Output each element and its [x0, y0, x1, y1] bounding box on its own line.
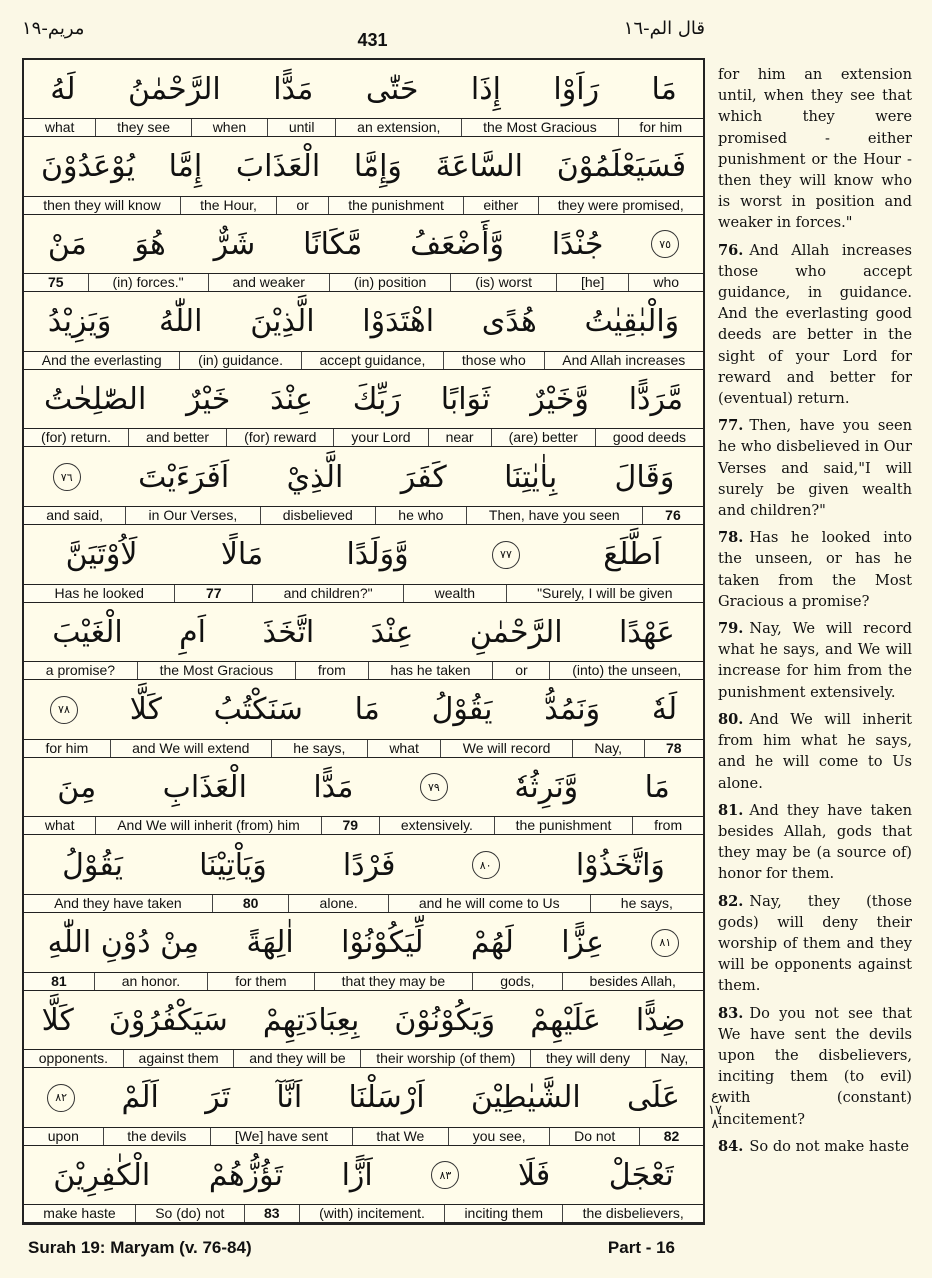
arabic-word: الْكٰفِرِيْنَ	[53, 1157, 151, 1193]
gloss-cell: and We will extend	[110, 740, 271, 757]
translation-verse-number: 76.	[718, 241, 744, 259]
english-gloss-row	[24, 506, 703, 525]
gloss-cell: And they have taken	[54, 895, 182, 911]
gloss-cell: they will deny	[530, 1050, 645, 1067]
gloss-cell: (is) worst	[450, 274, 556, 291]
gloss-cell: gods,	[472, 973, 561, 990]
verse-marker: ٧٥	[651, 230, 679, 258]
gloss-cell: (for) return.	[41, 429, 112, 446]
translation-verse-number: 84.	[718, 1137, 744, 1155]
gloss-cell: or	[492, 662, 549, 679]
gloss-cell: good deeds	[595, 429, 703, 446]
gloss-cell: So (do) not	[135, 1205, 244, 1222]
english-gloss-row	[24, 1049, 703, 1068]
arabic-word: السَّاعَةَ	[435, 149, 524, 185]
translation-column	[718, 64, 912, 1163]
translation-text: Nay, they (those gods) will deny their worship of them and they will be opponents against them.	[718, 892, 912, 995]
arabic-word: حَتّٰى	[365, 71, 419, 107]
gloss-cell: and he will come to Us	[388, 895, 590, 912]
arabic-row	[24, 370, 703, 428]
arabic-word: هُوَ	[134, 226, 166, 262]
gloss-cell: those who	[443, 352, 543, 369]
arabic-row	[24, 138, 703, 196]
gloss-cell: your Lord	[333, 429, 427, 446]
arabic-word: رَبِّكَ	[352, 381, 401, 417]
english-gloss-row	[24, 816, 703, 835]
english-gloss-row	[24, 1127, 703, 1146]
arabic-row	[24, 1069, 703, 1127]
arabic-word: مَدًّا	[273, 71, 314, 107]
gloss-cell: then they will know	[43, 196, 161, 213]
gloss-cell: Nay,	[645, 1050, 703, 1067]
gloss-cell: (in) guidance.	[179, 352, 300, 369]
arabic-word: اَلَمْ	[121, 1080, 159, 1116]
arabic-word: مَا	[644, 769, 670, 805]
gloss-cell: an extension,	[335, 119, 461, 136]
gloss-cell: that they may be	[314, 973, 473, 990]
gloss-cell: alone.	[288, 895, 387, 912]
gloss-cell: from	[632, 817, 703, 834]
arabic-row	[24, 991, 703, 1049]
gloss-cell: (into) the unseen,	[549, 662, 703, 679]
gloss-verse-number: 76	[642, 507, 703, 524]
page-number: 431	[357, 30, 388, 50]
gloss-cell: for them	[207, 973, 313, 990]
gloss-cell: they see	[95, 119, 191, 136]
arabic-word: وَاتَّخَذُوْا	[575, 847, 665, 883]
gloss-cell: the punishment	[494, 817, 632, 834]
english-gloss-row	[24, 428, 703, 447]
arabic-word: يَقُوْلُ	[431, 692, 493, 728]
arabic-word: اَزًّا	[341, 1157, 373, 1193]
arabic-row	[24, 448, 703, 506]
arabic-word: ضِدًّا	[635, 1002, 686, 1038]
arabic-word: عِنْدَ	[270, 381, 313, 417]
gloss-cell: that We	[352, 1128, 448, 1145]
gloss-verse-number: 77	[174, 585, 252, 602]
translation-verse	[718, 240, 912, 410]
verse-marker: ٧٨	[50, 696, 78, 724]
gloss-cell: until	[267, 119, 335, 136]
arabic-word: اَطَّلَعَ	[603, 537, 662, 573]
translation-verse-number: 79.	[718, 620, 744, 638]
arabic-row	[24, 1146, 703, 1204]
arabic-word: ثَوَابًا	[440, 381, 491, 417]
arabic-row	[24, 215, 703, 273]
verse-marker: ٨٢	[47, 1084, 75, 1112]
arabic-word: إِذَا	[470, 71, 501, 107]
gloss-cell: besides Allah,	[562, 973, 703, 990]
arabic-word: سَنَكْتُبُ	[213, 692, 303, 728]
gloss-cell: (are) better	[491, 429, 595, 446]
gloss-cell: (with) incitement.	[299, 1205, 444, 1222]
arabic-word: مَالًا	[220, 537, 264, 573]
arabic-row	[24, 914, 703, 972]
gloss-verse-number: 82	[639, 1128, 703, 1145]
arabic-word: تَؤُزُّهُمْ	[208, 1157, 283, 1193]
arabic-row	[24, 603, 703, 661]
arabic-word: لَاُوْتَيَنَّ	[65, 537, 138, 573]
gloss-cell: a promise?	[45, 662, 116, 679]
gloss-cell: he who	[375, 507, 466, 524]
arabic-word: وَيَاْتِيْنَا	[199, 847, 267, 883]
gloss-verse-number: 75	[47, 274, 64, 291]
gloss-cell: (in) forces."	[88, 274, 208, 291]
gloss-cell: the disbelievers,	[562, 1205, 703, 1222]
arabic-word: وَقَالَ	[614, 459, 675, 495]
gloss-cell: their worship (of them)	[360, 1050, 530, 1067]
arabic-word: مَدًّا	[313, 769, 354, 805]
translation-verse	[718, 800, 912, 885]
translation-verse-number: 77.	[718, 417, 744, 435]
arabic-word: كَفَرَ	[400, 459, 447, 495]
arabic-row	[24, 836, 703, 894]
arabic-word: وَّنَرِثُهٗ	[514, 769, 579, 805]
arabic-word: بِعِبَادَتِهِمْ	[262, 1002, 360, 1038]
gloss-cell: Then, have you seen	[466, 507, 642, 524]
gloss-cell: and said,	[46, 507, 104, 523]
arabic-word: مِنْ دُوْنِ اللّٰهِ	[47, 925, 200, 961]
english-gloss-row	[24, 196, 703, 215]
arabic-row	[24, 526, 703, 584]
arabic-word: وَإِمَّا	[353, 149, 402, 185]
gloss-cell: and better	[128, 429, 226, 446]
gloss-cell: And the everlasting	[41, 351, 162, 368]
gloss-cell: or	[276, 197, 328, 214]
english-gloss-row	[24, 661, 703, 680]
arabic-word: لَهُمْ	[470, 925, 514, 961]
translation-text: Has he looked into the unseen, or has he taken from the Most Gracious a promise?	[718, 529, 912, 610]
arabic-word: عَهْدًا	[618, 614, 675, 650]
arabic-word: الْعَذَابِ	[162, 769, 247, 805]
arabic-word: شَرٌّ	[213, 226, 256, 262]
arabic-word: رَاَوْا	[553, 71, 600, 107]
footer-surah-info: Surah 19: Maryam (v. 76-84)	[28, 1238, 252, 1257]
translation-verse-number: 80.	[718, 710, 744, 728]
arabic-word: مَنْ	[47, 226, 87, 262]
word-by-word-grid	[22, 58, 705, 1225]
translation-verse	[718, 1136, 912, 1157]
gloss-cell: who	[628, 274, 703, 291]
arabic-word: الرَّحْمٰنِ	[469, 614, 563, 650]
arabic-word: عَلَيْهِمْ	[530, 1002, 601, 1038]
english-gloss-row	[24, 739, 703, 758]
arabic-word: عَلَى	[627, 1080, 680, 1116]
gloss-cell: the Most Gracious	[137, 662, 295, 679]
translation-text: Do you not see that We have sent the devils upon the disbelievers, inciting them (to evil) with (constant) incitement?	[718, 1004, 912, 1128]
arabic-word: يُوْعَدُوْنَ	[40, 149, 135, 185]
gloss-cell: what	[44, 817, 75, 834]
arabic-word: وَالْبٰقِيٰتُ	[584, 304, 680, 340]
arabic-row	[24, 60, 703, 118]
arabic-word: مَّكَانًا	[303, 226, 363, 262]
gloss-cell: from	[295, 662, 368, 679]
gloss-cell: when	[191, 119, 267, 136]
arabic-word: خَيْرٌ	[186, 381, 231, 417]
arabic-word: مَا	[354, 692, 380, 728]
arabic-word: وَيَزِيْدُ	[47, 304, 112, 340]
gloss-verse-number: 83	[244, 1205, 299, 1222]
gloss-cell: he says,	[271, 740, 367, 757]
arabic-word: الْغَيْبَ	[52, 614, 123, 650]
translation-verse	[718, 1003, 912, 1130]
gloss-cell: an honor.	[94, 973, 207, 990]
gloss-cell: what	[367, 740, 440, 757]
arabic-word: مَا	[651, 71, 677, 107]
arabic-word: اَمِ	[179, 614, 207, 650]
gloss-cell: for him	[618, 119, 703, 136]
translation-verse-number: 78.	[718, 529, 744, 547]
gloss-cell: either	[463, 197, 537, 214]
arabic-word: الَّذِيْنَ	[250, 304, 315, 340]
arabic-word: فَرْدًا	[342, 847, 396, 883]
gloss-cell: the punishment	[328, 197, 463, 214]
arabic-word: الشَّيٰطِيْنَ	[470, 1080, 581, 1116]
translation-verse	[718, 64, 912, 234]
gloss-cell: they were promised,	[538, 197, 703, 214]
arabic-row	[24, 681, 703, 739]
gloss-verse-number: 81	[51, 972, 67, 989]
translation-text: Then, have you seen he who disbelieved in Our Verses and said,"I will surely be given wealth and children?"	[718, 417, 912, 520]
arabic-word: تَعْجَلْ	[608, 1157, 674, 1193]
gloss-cell: the devils	[103, 1128, 211, 1145]
gloss-cell: And Allah increases	[544, 352, 704, 369]
arabic-word: بِاٰيٰتِنَا	[504, 459, 558, 495]
gloss-cell: upon	[47, 1127, 79, 1144]
arabic-word: اَنَّآ	[276, 1080, 303, 1116]
translation-text: for him an extension until, when they see that which they were promised - either punishment or the Hour - then they will know who is worst in position and weaker in forces."	[718, 66, 912, 232]
gloss-cell: and they will be	[233, 1050, 360, 1067]
verse-marker: ٧٧	[492, 541, 520, 569]
gloss-cell: near	[428, 429, 491, 446]
translation-verse-number: 83.	[718, 1004, 744, 1022]
arabic-word: إِمَّا	[168, 149, 203, 185]
arabic-word: اتَّخَذَ	[262, 614, 315, 650]
footer-part: Part - 16	[607, 1238, 675, 1257]
gloss-cell: (for) reward	[226, 429, 333, 446]
header-surah-name: مريم-١٩	[22, 18, 85, 39]
arabic-word: سَيَكْفُرُوْنَ	[108, 1002, 228, 1038]
translation-text: And they have taken besides Allah, gods that they may be (a source of) honor for them.	[718, 801, 912, 883]
english-gloss-row	[24, 351, 703, 370]
verse-marker: ٨٣	[431, 1161, 459, 1189]
arabic-word: تَرَ	[205, 1080, 231, 1116]
gloss-verse-number: 80	[212, 895, 289, 912]
ruku-mark: ع ١٧ ٨	[708, 1089, 722, 1132]
gloss-cell: against them	[123, 1050, 234, 1067]
arabic-word: جُنْدًا	[551, 226, 604, 262]
arabic-word: وَيَكُوْنُوْنَ	[394, 1002, 496, 1038]
translation-verse	[718, 415, 912, 521]
translation-verse	[718, 709, 912, 794]
english-gloss-row	[24, 584, 703, 603]
arabic-word: وَّخَيْرٌ	[530, 381, 589, 417]
arabic-row	[24, 293, 703, 351]
gloss-cell: for him	[45, 739, 89, 756]
verse-marker: ٧٦	[53, 463, 81, 491]
gloss-cell: and weaker	[208, 274, 329, 291]
english-gloss-row	[24, 1204, 703, 1223]
arabic-word: الرَّحْمٰنُ	[127, 71, 221, 107]
translation-verse-number: 81.	[718, 801, 744, 819]
gloss-cell: [he]	[556, 274, 628, 291]
gloss-cell: and children?"	[252, 585, 403, 602]
gloss-cell: opponents.	[38, 1050, 109, 1067]
verse-marker: ٨٠	[472, 851, 500, 879]
gloss-cell: (in) position	[329, 274, 450, 291]
arabic-word: لَهُ	[50, 71, 76, 107]
translation-verse	[718, 527, 912, 612]
translation-verse	[718, 618, 912, 703]
gloss-cell: extensively.	[379, 817, 494, 834]
arabic-word: لَهٗ	[651, 692, 678, 728]
translation-text: And We will inherit from him what he says, and he will come to Us alone.	[718, 710, 912, 792]
arabic-word: الَّذِيْ	[286, 459, 344, 495]
arabic-word: مَّرَدًّا	[628, 381, 684, 417]
english-gloss-row	[24, 894, 703, 913]
arabic-word: اَرْسَلْنَا	[348, 1080, 425, 1116]
gloss-cell: what	[44, 119, 75, 135]
english-gloss-row	[24, 972, 703, 991]
gloss-cell: wealth	[403, 585, 505, 602]
verse-marker: ٨١	[651, 929, 679, 957]
arabic-word: يَقُوْلُ	[62, 847, 123, 883]
arabic-word: فَلَا	[517, 1157, 551, 1193]
arabic-word: وَّأَضْعَفُ	[410, 226, 504, 262]
gloss-cell: he says,	[590, 895, 703, 912]
gloss-cell: [We] have sent	[210, 1128, 352, 1145]
gloss-verse-number: 78	[644, 740, 703, 757]
gloss-cell: in Our Verses,	[125, 507, 259, 524]
translation-text: So do not make haste	[749, 1137, 910, 1155]
english-gloss-row	[24, 118, 703, 137]
gloss-cell: you see,	[448, 1128, 549, 1145]
gloss-cell: "Surely, I will be given	[506, 585, 703, 602]
translation-verse-number: 82.	[718, 892, 744, 910]
arabic-word: عِزًّا	[561, 925, 604, 961]
gloss-cell: the Hour,	[180, 197, 276, 214]
arabic-word: الصّٰلِحٰتُ	[44, 381, 147, 417]
gloss-cell: And We will inherit (from) him	[95, 817, 320, 834]
arabic-row	[24, 758, 703, 816]
gloss-cell: make haste	[43, 1205, 116, 1222]
arabic-word: كَلَّا	[41, 1002, 74, 1038]
arabic-word: وَّوَلَدًا	[346, 537, 409, 573]
verse-marker: ٧٩	[420, 773, 448, 801]
arabic-word: هُدًى	[481, 304, 537, 340]
gloss-verse-number: 79	[321, 817, 379, 834]
arabic-word: الْعَذَابَ	[235, 149, 321, 185]
arabic-word: اللّٰهُ	[159, 304, 203, 340]
arabic-word: كَلَّا	[129, 692, 162, 728]
gloss-cell: Do not	[549, 1128, 639, 1145]
gloss-cell: Has he looked	[54, 584, 144, 601]
gloss-cell: the Most Gracious	[461, 119, 617, 136]
gloss-cell: has he taken	[368, 662, 493, 679]
gloss-cell: accept guidance,	[301, 352, 443, 369]
gloss-cell: inciting them	[444, 1205, 562, 1222]
arabic-word: اٰلِهَةً	[246, 925, 294, 961]
gloss-cell: We will record	[440, 740, 572, 757]
translation-verse	[718, 891, 912, 997]
arabic-word: وَنَمُدُّ	[544, 692, 601, 728]
arabic-word: فَسَيَعْلَمُوْنَ	[556, 149, 687, 185]
arabic-word: لِّيَكُوْنُوْا	[341, 925, 424, 961]
arabic-word: اهْتَدَوْا	[362, 304, 435, 340]
gloss-cell: Nay,	[572, 740, 644, 757]
english-gloss-row	[24, 273, 703, 292]
translation-text: Nay, We will record what he says, and We will increase for him from the punishment extensively.	[718, 620, 912, 701]
gloss-cell: disbelieved	[260, 507, 376, 524]
arabic-word: عِنْدَ	[370, 614, 414, 650]
arabic-word: اَفَرَءَيْتَ	[138, 459, 230, 495]
header-part-name: قال الم-١٦	[623, 18, 705, 39]
arabic-word: مِنَ	[57, 769, 97, 805]
translation-text: And Allah increases those who accept guidance, in guidance. And the everlasting good deeds are better in the sight of your Lord for reward and better for (eventual) return.	[718, 241, 912, 408]
